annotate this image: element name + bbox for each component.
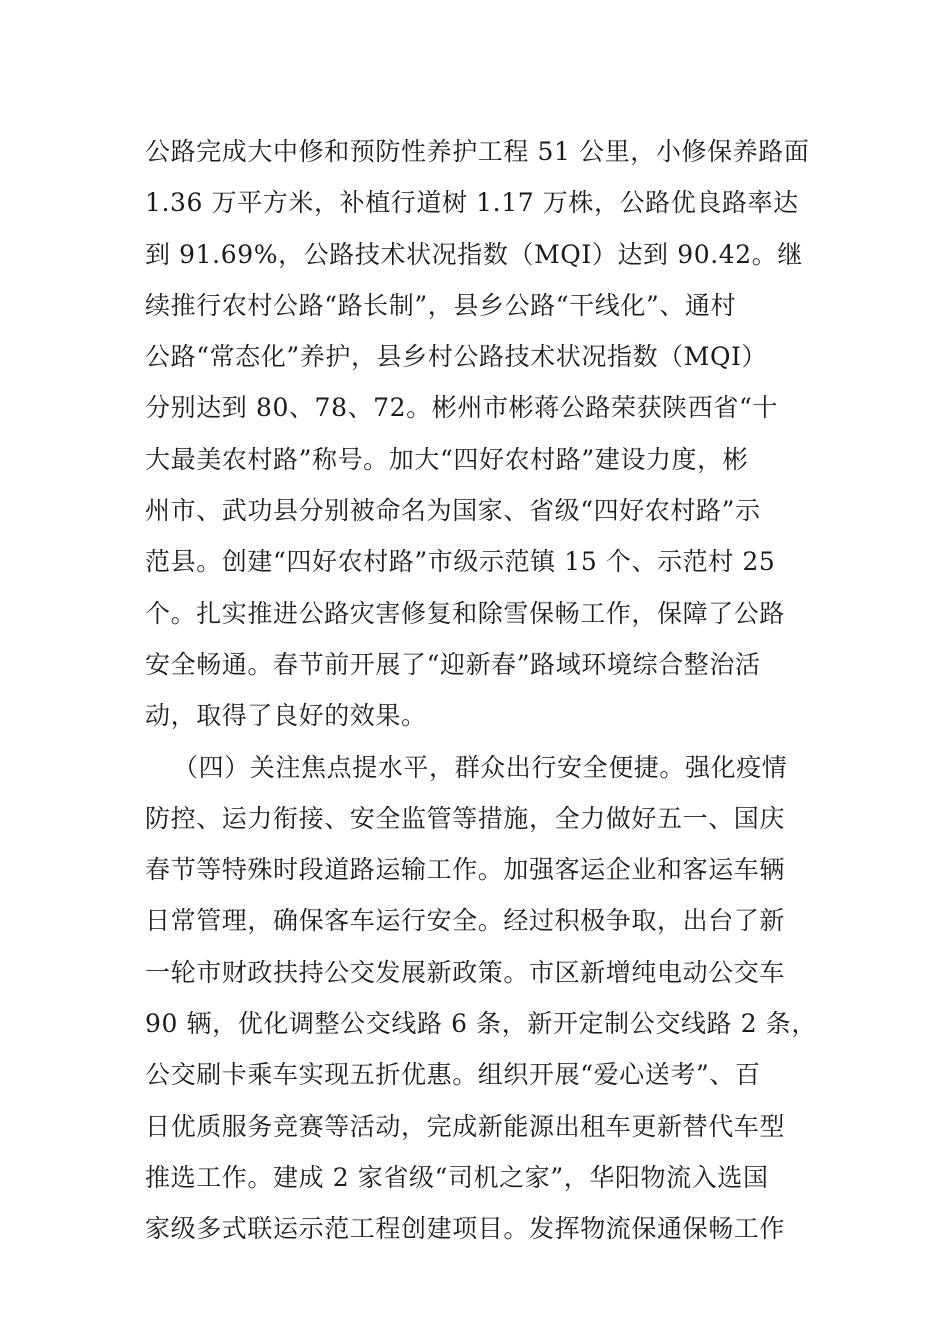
text-line: 动，取得了良好的效果。 bbox=[145, 701, 427, 731]
text-line: 到 91.69%，公路技术状况指数（MQI）达到 90.42。继 bbox=[145, 239, 803, 269]
text-line: 家级多式联运示范工程创建项目。发挥物流保通保畅工作 bbox=[145, 1214, 786, 1244]
text-line: 范县。创建“四好农村路”市级示范镇 15 个、示范村 25 bbox=[145, 547, 776, 577]
text-line: 公路完成大中修和预防性养护工程 51 公里，小修保养路面 bbox=[145, 137, 810, 166]
text-line: 日常管理，确保客车运行安全。经过积极争取，出台了新 bbox=[145, 906, 786, 936]
text-line: 个。扎实推进公路灾害修复和除雪保畅工作，保障了公路 bbox=[145, 598, 786, 628]
text-line: 安全畅通。春节前开展了“迎新春”路域环境综合整治活 bbox=[145, 649, 761, 679]
text-line: 日优质服务竞赛等活动，完成新能源出租车更新替代车型 bbox=[145, 1111, 786, 1141]
text-line: 公路“常态化”养护，县乡村公路技术状况指数（MQI） bbox=[145, 342, 768, 372]
text-line: （四）关注焦点提水平，群众出行安全便捷。强化疫情 bbox=[173, 752, 788, 782]
text-line: 春节等特殊时段道路运输工作。加强客运企业和客运车辆 bbox=[145, 855, 786, 885]
text-line: 分别达到 80、78、72。彬州市彬蒋公路荣获陕西省“十 bbox=[145, 393, 778, 423]
text-line: 公交刷卡乘车实现五折优惠。组织开展“爱心送考”、百 bbox=[145, 1060, 761, 1090]
text-line: 推选工作。建成 2 家省级“司机之家”，华阳物流入选国 bbox=[145, 1162, 769, 1192]
text-line: 大最美农村路”称号。加大“四好农村路”建设力度，彬 bbox=[145, 444, 749, 474]
text-line: 防控、运力衔接、安全监管等措施，全力做好五一、国庆 bbox=[145, 803, 786, 833]
text-line: 续推行农村公路“路长制”，县乡公路“干线化”、通村 bbox=[145, 290, 737, 320]
text-line: 1.36 万平方米，补植行道树 1.17 万株，公路优良路率达 bbox=[145, 188, 799, 218]
text-line: 90 辆，优化调整公交线路 6 条，新开定制公交线路 2 条， bbox=[145, 1009, 817, 1039]
text-line: 一轮市财政扶持公交发展新政策。市区新增纯电动公交车 bbox=[145, 957, 786, 987]
paragraph-2 bbox=[145, 742, 815, 1255]
paragraph-1 bbox=[145, 126, 815, 742]
text-line: 州市、武功县分别被命名为国家、省级“四好农村路”示 bbox=[145, 496, 761, 526]
document-body bbox=[145, 126, 815, 1255]
